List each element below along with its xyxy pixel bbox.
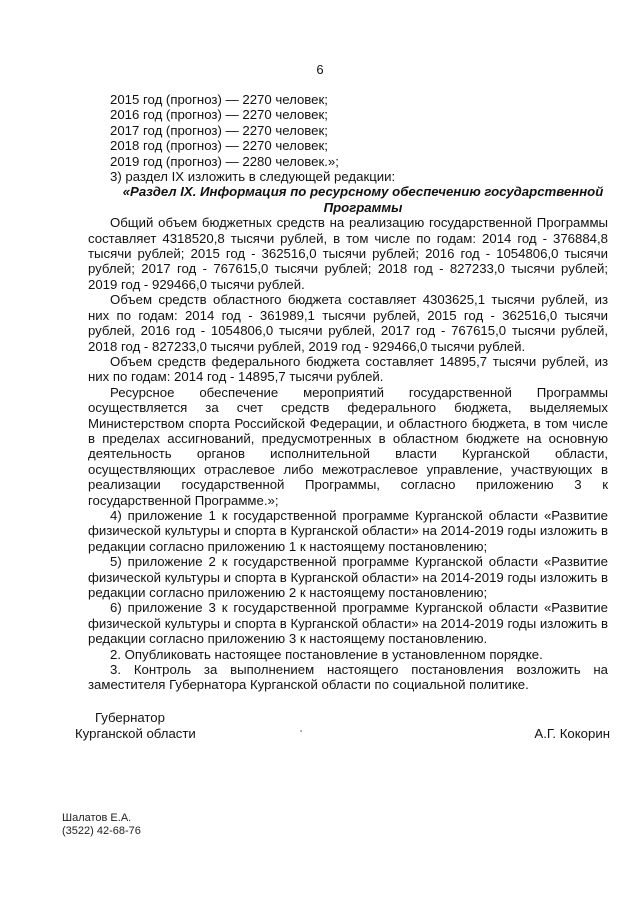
- signatory-title: Губернатор: [95, 710, 165, 725]
- executor-name: Шалатов Е.А.: [62, 812, 132, 824]
- item3-intro: 3) раздел IX изложить в следующей редакции:: [110, 169, 396, 185]
- forecast-line: 2018 год (прогноз) — 2270 человек;: [110, 138, 328, 154]
- paragraph-regional-budget: Объем средств областного бюджета составляет 4303625,1 тысячи рублей, из них по годам: 2014 год - 361989,1 тысячи рублей, 2015 год - 362516,0 тысячи рублей, 2016 год - 1054806,0 тысячи рублей, 2017 год - 767615,0 тысячи рублей, 2018 год - 827233,0 тысячи рублей, 2019 год - 929466,0 тысячи рублей.: [88, 292, 608, 354]
- item-publish: 2. Опубликовать настоящее постановление в установленном порядке.: [110, 646, 543, 662]
- executor-block: [62, 812, 141, 838]
- scan-dot: [300, 730, 302, 732]
- item-control: 3. Контроль за выполнением настоящего постановления возложить на заместителя Губернатора Курганской области по социальной политике.: [88, 662, 608, 693]
- forecast-line: 2017 год (прогноз) — 2270 человек;: [110, 122, 328, 138]
- forecast-line: 2015 год (прогноз) — 2270 человек;: [110, 92, 328, 107]
- paragraph-appendix-1: 4) приложение 1 к государственной программе Курганской области «Развитие физической культуры и спорта в Курганской области» на 2014-2019 годы изложить в редакции согласно приложению 1 к настоящему постановлению;: [88, 507, 608, 554]
- paragraph-appendix-3: 6) приложение 3 к государственной программе Курганской области «Развитие физической культуры и спорта в Курганской области» на 2014-2019 годы изложить в редакции согласно приложению 3 к настоящему постановлению.: [88, 600, 608, 647]
- signatory-name: А.Г. Кокорин: [534, 726, 610, 741]
- forecast-line: 2016 год (прогноз) — 2270 человек;: [110, 107, 328, 123]
- paragraph-appendix-2: 5) приложение 2 к государственной программе Курганской области «Развитие физической культуры и спорта в Курганской области» на 2014-2019 годы изложить в редакции согласно приложению 2 к настоящему постановлению;: [88, 554, 608, 600]
- page-number: 6: [316, 62, 324, 77]
- paragraph-resource-support: Ресурсное обеспечение мероприятий государственной Программы осуществляется за счет средств федерального бюджета, выделяемых Министерством спорта Российской Федерации, и областного бюджета, в том числе в пределах ассигнований, предусмотренных в областном бюджете на основную деятельность органов исполнительной власти Курганской области, осуществляющих отраслевое либо межотраслевое управление, участвующих в реализации государственной Программы, согласно приложению 3 к государственной Программе.»;: [88, 384, 608, 508]
- executor-phone: (3522) 42-68-76: [62, 825, 141, 837]
- section-heading: «Раздел IX. Информация по ресурсному обеспечению государственной Программы: [122, 184, 604, 215]
- paragraph-federal-budget: Объем средств федерального бюджета составляет 14895,7 тысячи рублей, из них по годам: 2014 год - 14895,7 тысячи рублей.: [88, 353, 608, 385]
- document-body: [88, 92, 608, 693]
- signatory-region: Курганской области: [75, 726, 196, 741]
- signature-block: [75, 710, 610, 742]
- forecast-line: 2019 год (прогноз) — 2280 человек.»;: [110, 153, 339, 169]
- forecast-list: [88, 92, 608, 169]
- paragraph-total-budget: Общий объем бюджетных средств на реализацию государственной Программы составляет 4318520,8 тысячи рублей, в том числе по годам: 2014 год - 376884,8 тысячи рублей; 2015 год - 362516,0 тысячи рублей; 2016 год - 1054806,0 тысячи рублей; 2017 год - 767615,0 тысячи рублей; 2018 год - 827233,0 тысячи рублей; 2019 год - 929466,0 тысячи рублей.: [88, 215, 608, 292]
